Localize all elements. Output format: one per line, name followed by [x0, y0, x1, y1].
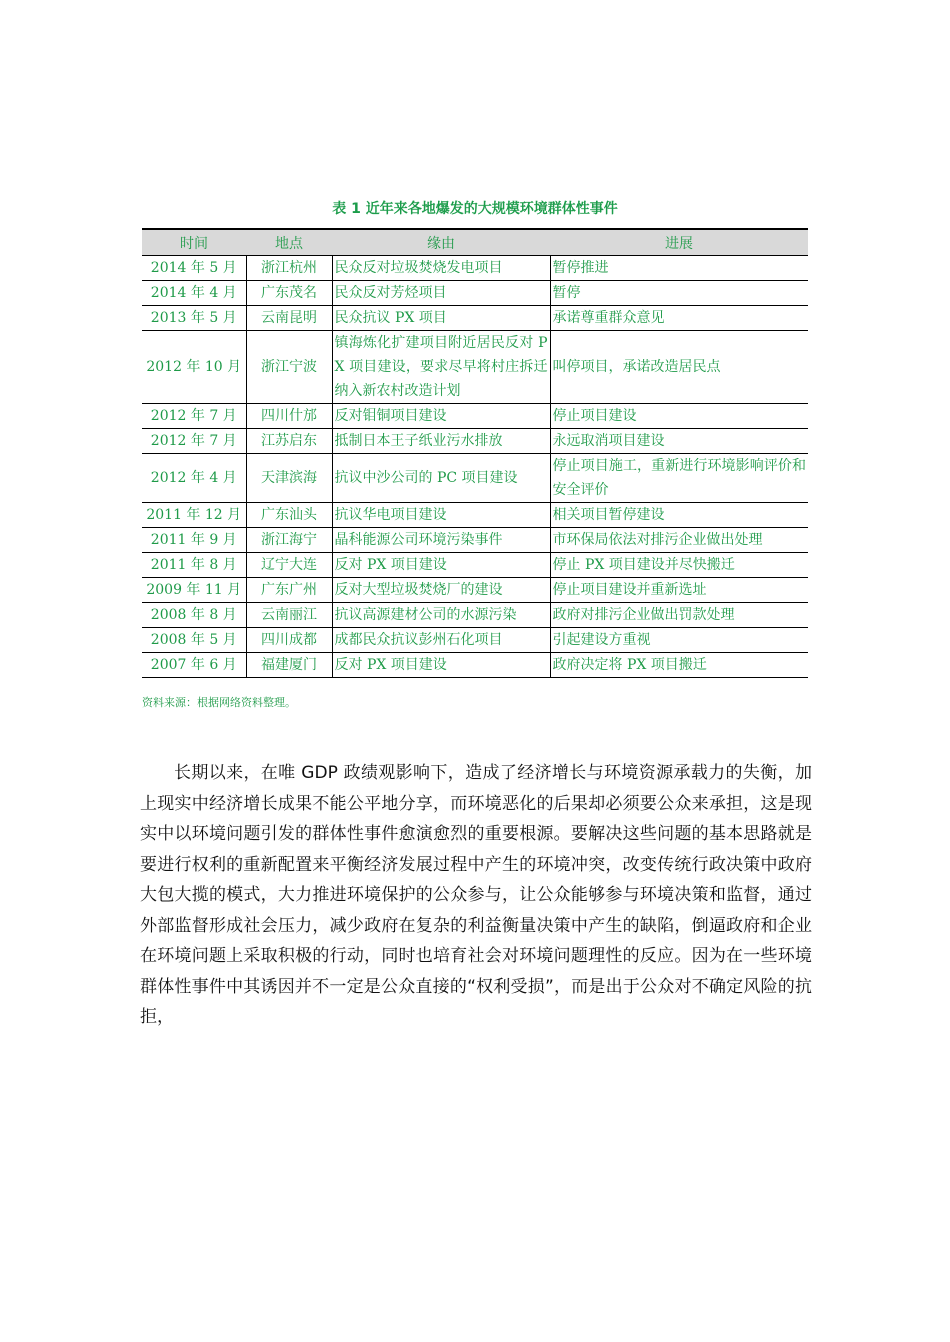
cell-place: 江苏启东 — [246, 429, 332, 454]
column-header-time: 时间 — [142, 229, 246, 256]
cell-progress: 暂停推进 — [550, 256, 808, 281]
cell-progress: 政府决定将 PX 项目搬迁 — [550, 653, 808, 678]
column-header-cause: 缘由 — [332, 229, 550, 256]
cell-time: 2011 年 8 月 — [142, 553, 246, 578]
cell-time: 2011 年 9 月 — [142, 528, 246, 553]
cell-place: 浙江杭州 — [246, 256, 332, 281]
table-body — [142, 256, 808, 678]
cell-place: 四川成都 — [246, 628, 332, 653]
cell-time: 2008 年 5 月 — [142, 628, 246, 653]
cell-cause: 晶科能源公司环境污染事件 — [332, 528, 550, 553]
cell-progress: 停止项目施工，重新进行环境影响评价和安全评价 — [550, 454, 808, 503]
table-row — [142, 578, 808, 603]
cell-place: 辽宁大连 — [246, 553, 332, 578]
cell-progress: 承诺尊重群众意见 — [550, 306, 808, 331]
cell-place: 广东广州 — [246, 578, 332, 603]
cell-place: 福建厦门 — [246, 653, 332, 678]
cell-place: 浙江海宁 — [246, 528, 332, 553]
cell-place: 浙江宁波 — [246, 331, 332, 404]
cell-place: 天津滨海 — [246, 454, 332, 503]
cell-cause: 民众抗议 PX 项目 — [332, 306, 550, 331]
table-source-note: 资料来源：根据网络资料整理。 — [142, 696, 296, 709]
cell-cause: 抵制日本王子纸业污水排放 — [332, 429, 550, 454]
cell-time: 2012 年 10 月 — [142, 331, 246, 404]
cell-time: 2012 年 7 月 — [142, 429, 246, 454]
cell-progress: 引起建设方重视 — [550, 628, 808, 653]
body-paragraph: 长期以来，在唯 GDP 政绩观影响下，造成了经济增长与环境资源承载力的失衡，加上现实中经济增长成果不能公平地分享，而环境恶化的后果却必须要公众来承担，这是现实中以环境问题引发的群体性事件愈演愈烈的重要根源。要解决这些问题的基本思路就是要进行权利的重新配置来平衡经济发展过程中产生的环境冲突，改变传统行政决策中政府大包大揽的模式，大力推进环境保护的公众参与，让公众能够参与环境决策和监督，通过外部监督形成社会压力，减少政府在复杂的利益衡量决策中产生的缺陷，倒逼政府和企业在环境问题上采取积极的行动，同时也培育社会对环境问题理性的反应。因为在一些环境群体性事件中其诱因并不一定是公众直接的“权利受损”，而是出于公众对不确定风险的抗拒， — [140, 763, 812, 1027]
table-row — [142, 429, 808, 454]
cell-time: 2014 年 5 月 — [142, 256, 246, 281]
cell-cause: 反对 PX 项目建设 — [332, 653, 550, 678]
table-row — [142, 331, 808, 404]
table-row — [142, 306, 808, 331]
cell-cause: 反对大型垃圾焚烧厂的建设 — [332, 578, 550, 603]
cell-place: 广东汕头 — [246, 503, 332, 528]
cell-progress: 停止项目建设 — [550, 404, 808, 429]
table-row — [142, 628, 808, 653]
cell-place: 四川什邡 — [246, 404, 332, 429]
cell-cause: 镇海炼化扩建项目附近居民反对 PX 项目建设，要求尽早将村庄拆迁纳入新农村改造计划 — [332, 331, 550, 404]
cell-cause: 反对 PX 项目建设 — [332, 553, 550, 578]
table-row — [142, 454, 808, 503]
cell-time: 2007 年 6 月 — [142, 653, 246, 678]
cell-time: 2013 年 5 月 — [142, 306, 246, 331]
cell-progress: 停止项目建设并重新选址 — [550, 578, 808, 603]
cell-cause: 反对钼铜项目建设 — [332, 404, 550, 429]
cell-cause: 抗议高源建材公司的水源污染 — [332, 603, 550, 628]
table-row — [142, 281, 808, 306]
cell-time: 2008 年 8 月 — [142, 603, 246, 628]
cell-progress: 市环保局依法对排污企业做出处理 — [550, 528, 808, 553]
cell-cause: 抗议华电项目建设 — [332, 503, 550, 528]
cell-progress: 相关项目暂停建设 — [550, 503, 808, 528]
cell-time: 2012 年 7 月 — [142, 404, 246, 429]
cell-place: 广东茂名 — [246, 281, 332, 306]
cell-progress: 永远取消项目建设 — [550, 429, 808, 454]
column-header-place: 地点 — [246, 229, 332, 256]
cell-cause: 成都民众抗议彭州石化项目 — [332, 628, 550, 653]
events-table — [142, 228, 808, 678]
cell-place: 云南丽江 — [246, 603, 332, 628]
table-row — [142, 256, 808, 281]
cell-time: 2014 年 4 月 — [142, 281, 246, 306]
cell-place: 云南昆明 — [246, 306, 332, 331]
cell-cause: 民众反对芳烃项目 — [332, 281, 550, 306]
cell-cause: 抗议中沙公司的 PC 项目建设 — [332, 454, 550, 503]
cell-progress: 暂停 — [550, 281, 808, 306]
cell-progress: 叫停项目，承诺改造居民点 — [550, 331, 808, 404]
table-row — [142, 528, 808, 553]
table-row — [142, 653, 808, 678]
cell-progress: 停止 PX 项目建设并尽快搬迁 — [550, 553, 808, 578]
cell-cause: 民众反对垃圾焚烧发电项目 — [332, 256, 550, 281]
table-row — [142, 603, 808, 628]
cell-time: 2012 年 4 月 — [142, 454, 246, 503]
column-header-progress: 进展 — [550, 229, 808, 256]
table-row — [142, 553, 808, 578]
table-row — [142, 404, 808, 429]
cell-time: 2011 年 12 月 — [142, 503, 246, 528]
table-row — [142, 503, 808, 528]
table-title: 表 1 近年来各地爆发的大规模环境群体性事件 — [332, 201, 618, 217]
cell-time: 2009 年 11 月 — [142, 578, 246, 603]
table-header-row — [142, 229, 808, 256]
cell-progress: 政府对排污企业做出罚款处理 — [550, 603, 808, 628]
